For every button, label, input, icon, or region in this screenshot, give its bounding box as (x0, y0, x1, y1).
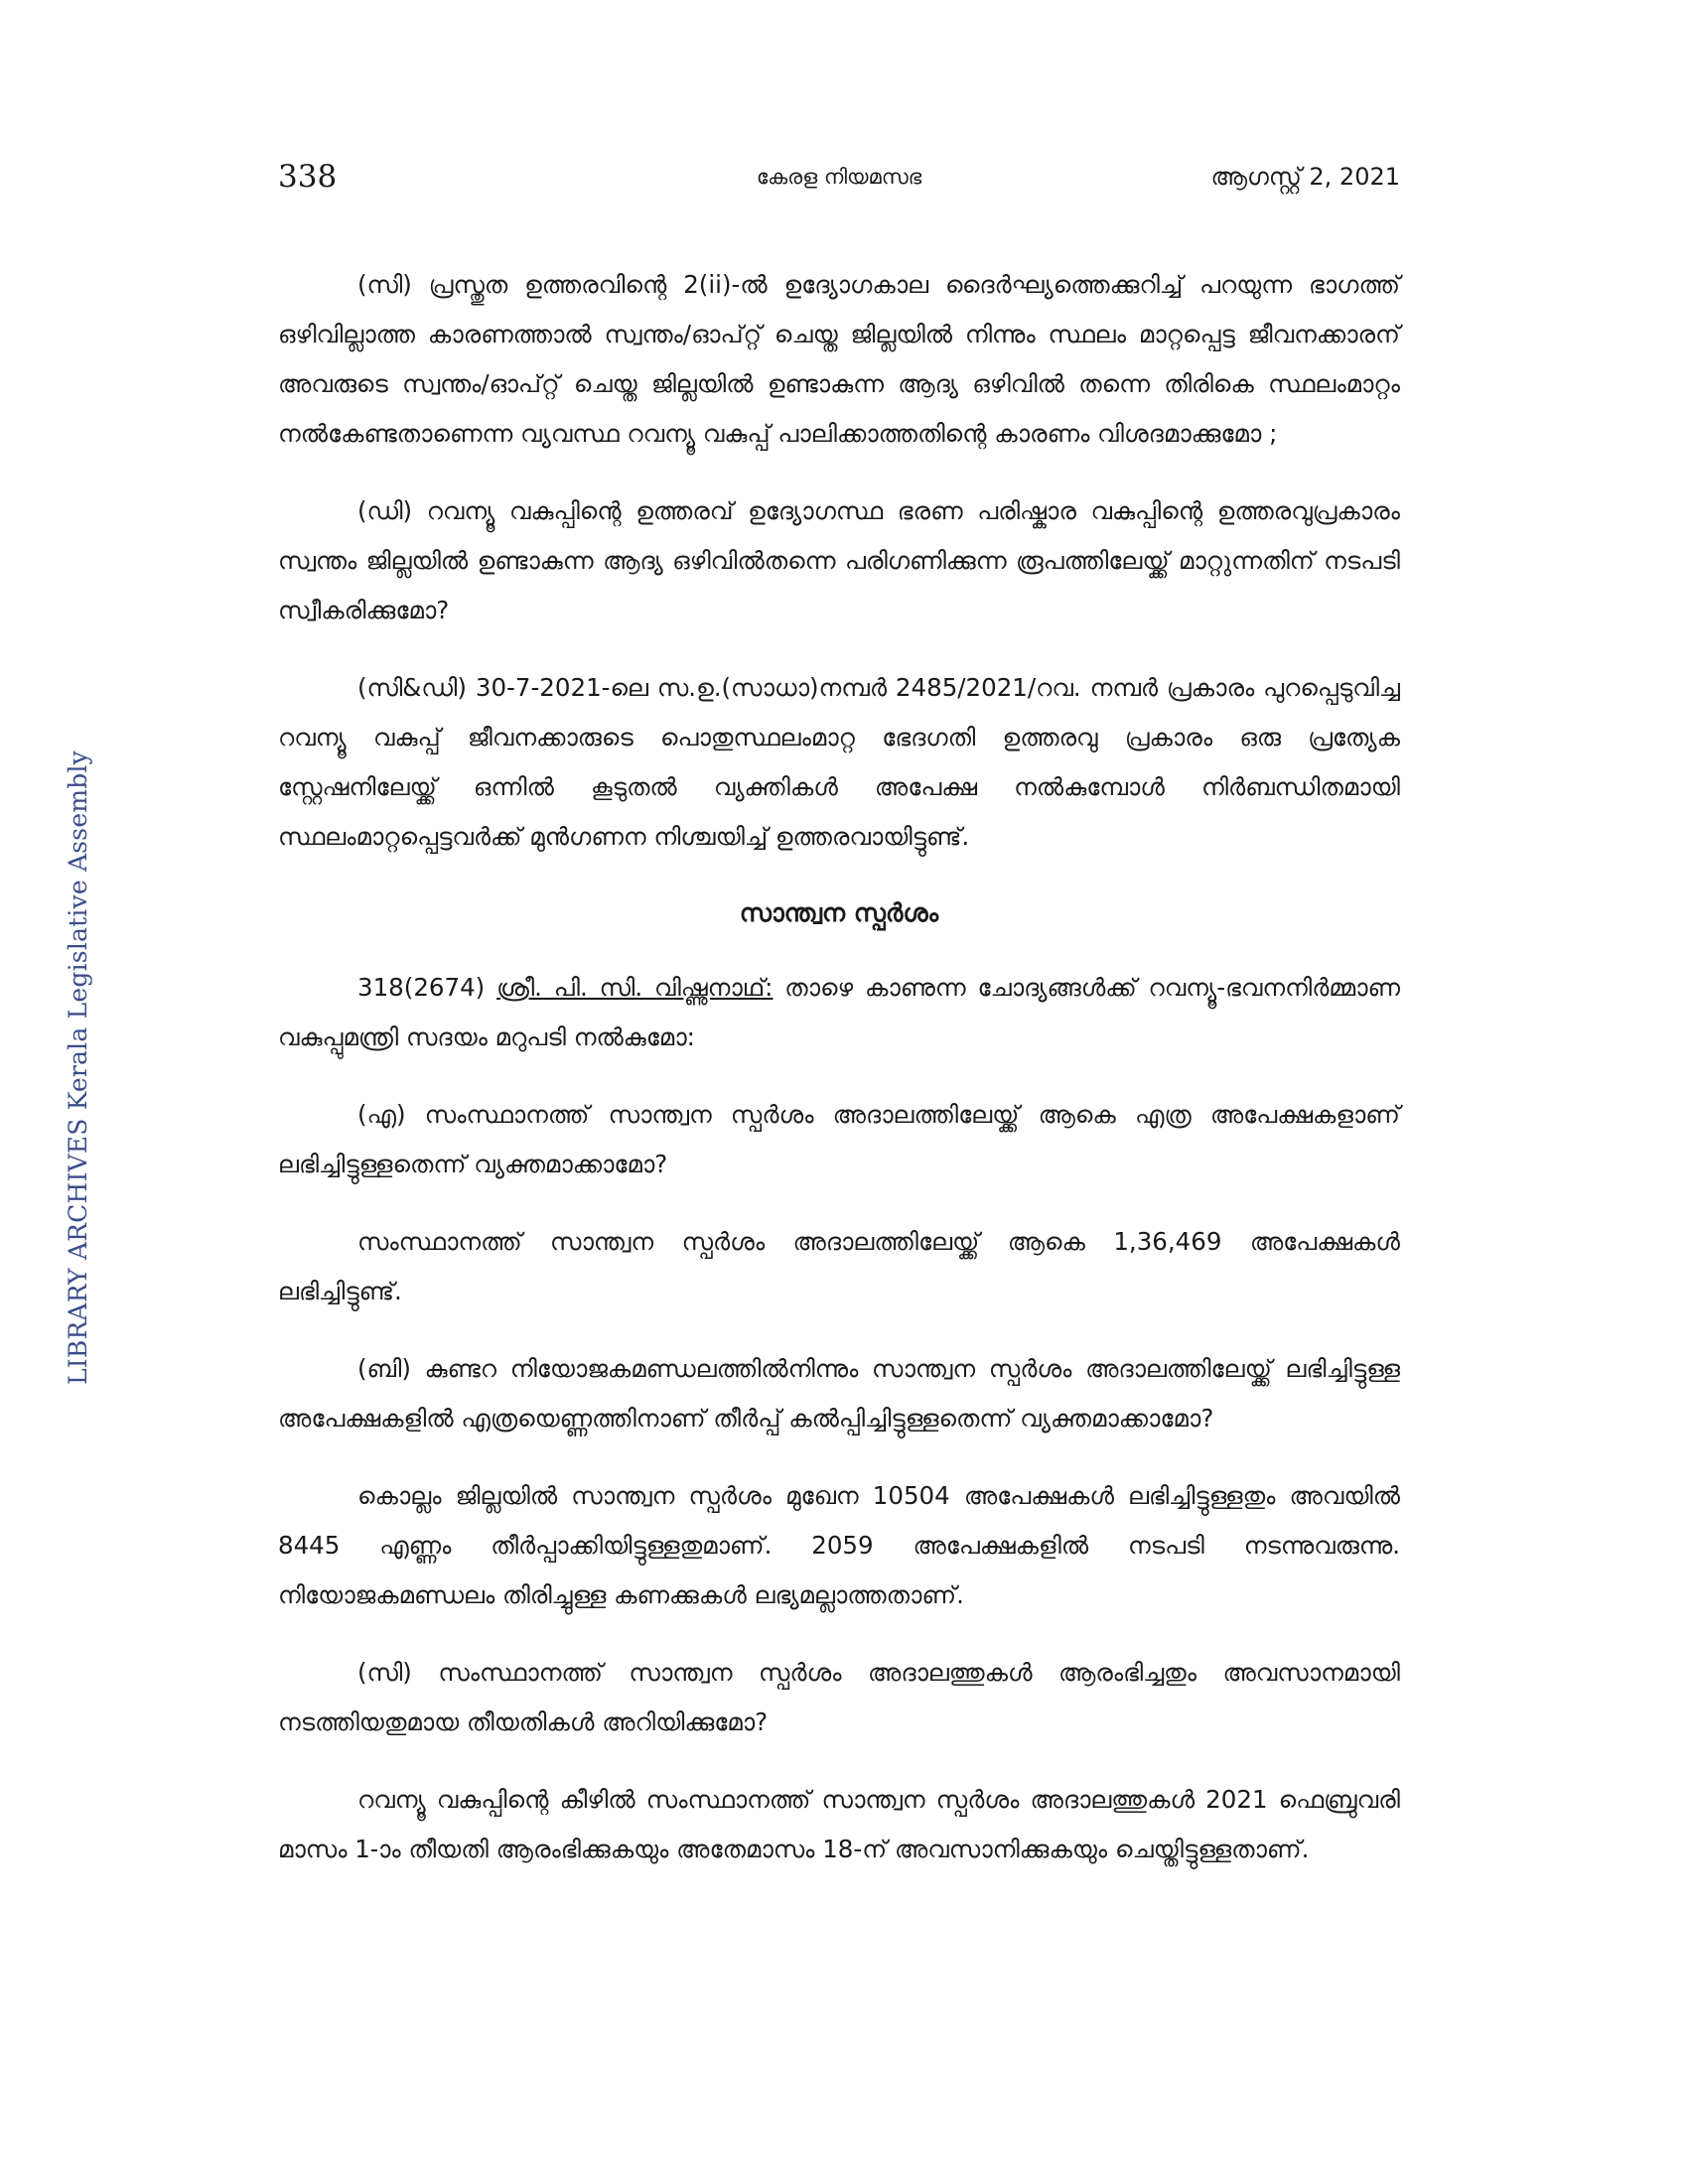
answer-c-d-paragraph: (സി&ഡി) 30-7-2021-ലെ സ.ഉ.(സാധാ)നമ്പർ 2485/2021/റവ. നമ്പർ പ്രകാരം പുറപ്പെടുവിച്ച റവന്യൂ വകുപ്പ് ജീവനക്കാരുടെ പൊതുസ്ഥലംമാറ്റ ഭേദഗതി ഉത്തരവു പ്രകാരം ഒരു പ്രത്യേക സ്റ്റേഷനിലേയ്ക്ക് ഒന്നിൽ കൂടുതൽ വ്യക്തികൾ അപേക്ഷ നൽകുമ്പോൾ നിർബന്ധിതമായി സ്ഥലംമാറ്റപ്പെട്ടവർക്ക് മുൻഗണന നിശ്ചയിച്ച് ഉത്തരവായിട്ടുണ്ട്. (278, 673, 1400, 851)
question-c-paragraph: (സി) പ്രസ്തുത ഉത്തരവിന്റെ 2(ii)-ൽ ഉദ്യോഗകാല ദൈർഘ്യത്തെക്കുറിച്ച് പറയുന്ന ഭാഗത്ത് ഒഴിവില്ലാത്ത കാരണത്താൽ സ്വന്തം/ഓപ്റ്റ് ചെയ്ത ജില്ലയിൽ നിന്നും സ്ഥലം മാറ്റപ്പെട്ട ജീവനക്കാരന് അവരുടെ സ്വന്തം/ഓപ്റ്റ് ചെയ്ത ജില്ലയിൽ ഉണ്ടാകുന്ന ആദ്യ ഒഴിവിൽ തന്നെ തിരികെ സ്ഥലംമാറ്റം നൽകേണ്ടതാണെന്ന വ്യവസ്ഥ റവന്യൂ വകുപ്പ് പാലിക്കാത്തതിന്റെ കാരണം വിശദമാക്കുമോ ; (278, 270, 1400, 448)
header-date: ആഗസ്റ്റ് 2, 2021 (1210, 163, 1400, 191)
question-d-paragraph: (ഡി) റവന്യൂ വകുപ്പിന്റെ ഉത്തരവ് ഉദ്യോഗസ്ഥ ഭരണ പരിഷ്കാര വകുപ്പിന്റെ ഉത്തരവുപ്രകാരം സ്വന്തം ജില്ലയിൽ ഉണ്ടാകുന്ന ആദ്യ ഒഴിവിൽതന്നെ പരിഗണിക്കുന്ന രൂപത്തിലേയ്ക്ക് മാറ്റുന്നതിന് നടപടി സ്വീകരിക്കുമോ? (278, 496, 1400, 624)
running-title: കേരള നിയമസഭ (756, 165, 922, 189)
question-intro-paragraph (278, 963, 1400, 1062)
question-b-paragraph: (ബി) കുണ്ടറ നിയോജകമണ്ഡലത്തിൽനിന്നും സാന്ത്വന സ്പർശം അദാലത്തിലേയ്ക്ക് ലഭിച്ചിട്ടുള്ള അപേക്ഷകളിൽ എത്രയെണ്ണത്തിനാണ് തീർപ്പ് കൽപ്പിച്ചിട്ടുള്ളതെന്ന് വ്യക്തമാക്കാമോ? (278, 1354, 1400, 1433)
archive-watermark-text: LIBRARY ARCHIVES Kerala Legislative Assembly (64, 751, 92, 1385)
question-intro-text: താഴെ കാണുന്ന ചോദ്യങ്ങൾക്ക് റവന്യൂ-ഭവനനിർമ്മാണ വകുപ്പുമന്ത്രി സദയം മറുപടി നൽകുമോ: (278, 973, 1401, 1051)
answer-a-paragraph: സംസ്ഥാനത്ത് സാന്ത്വന സ്പർശം അദാലത്തിലേയ്ക്ക് ആകെ 1,36,469 അപേക്ഷകൾ ലഭിച്ചിട്ടുണ്ട്. (278, 1227, 1400, 1305)
page-header (278, 159, 1400, 203)
answer-b-paragraph: കൊല്ലം ജില്ലയിൽ സാന്ത്വന സ്പർശം മുഖേന 10504 അപേക്ഷകൾ ലഭിച്ചിട്ടുള്ളതും അവയിൽ 8445 എണ്ണം തീർപ്പാക്കിയിട്ടുള്ളതുമാണ്. 2059 അപേക്ഷകളിൽ നടപടി നടന്നുവരുന്നു. നിയോജകമണ്ഡലം തിരിച്ചുള്ള കണക്കുകൾ ലഭ്യമല്ലാത്തതാണ്. (278, 1481, 1400, 1609)
question-number: 318(2674) (357, 973, 486, 1002)
answer-c-paragraph: റവന്യൂ വകുപ്പിന്റെ കീഴിൽ സംസ്ഥാനത്ത് സാന്ത്വന സ്പർശം അദാലത്തുകൾ 2021 ഫെബ്രുവരി മാസം 1-ാം തീയതി ആരംഭിക്കുകയും അതേമാസം 18-ന് അവസാനിക്കുകയും ചെയ്തിട്ടുള്ളതാണ്. (278, 1785, 1400, 1863)
section-heading: സാന്ത്വന സ്പർശം (739, 898, 939, 927)
question-a-paragraph: (എ) സംസ്ഥാനത്ത് സാന്ത്വന സ്പർശം അദാലത്തിലേയ്ക്ക് ആകെ എത്ര അപേക്ഷകളാണ് ലഭിച്ചിട്ടുള്ളതെന്ന് വ്യക്തമാക്കാമോ? (278, 1100, 1400, 1178)
page-body (278, 260, 1400, 1902)
question-c-sub-paragraph: (സി) സംസ്ഥാനത്ത് സാന്ത്വന സ്പർശം അദാലത്തുകൾ ആരംഭിച്ചതും അവസാനമായി നടത്തിയതുമായ തീയതികൾ അറിയിക്കുമോ? (278, 1658, 1400, 1736)
page-number: 338 (278, 159, 338, 195)
member-name: ശ്രീ. പി. സി. വിഷ്ണുനാഥ്: (496, 973, 774, 1002)
